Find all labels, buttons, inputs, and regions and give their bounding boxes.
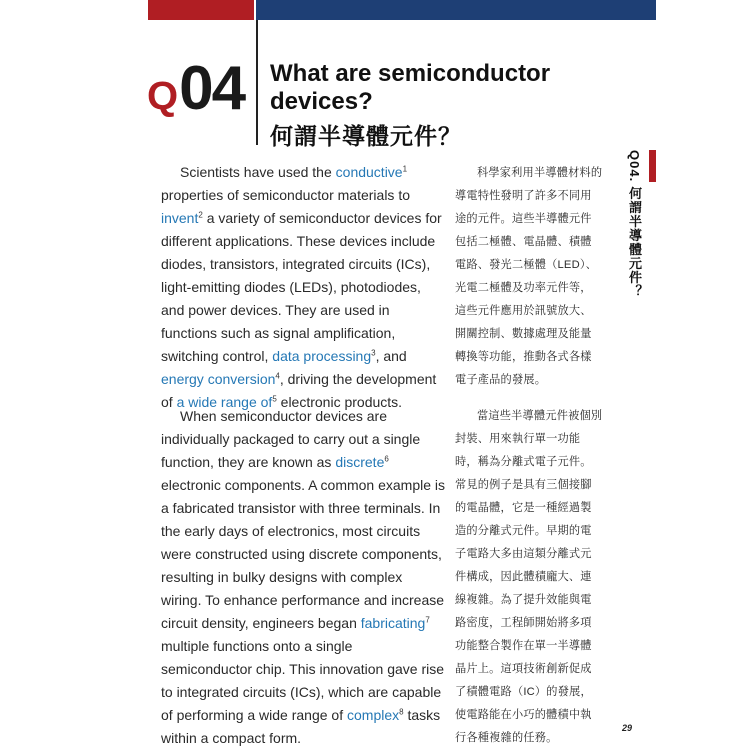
body-text: When semiconductor devices are individually packaged to carry out a single function, they are known as xyxy=(161,408,421,470)
english-paragraph-2 xyxy=(161,405,446,750)
vocab-keyword: a wide range of xyxy=(176,394,273,410)
chinese-column xyxy=(455,162,603,392)
vocab-keyword: invent xyxy=(161,210,199,226)
vocab-keyword: conductive xyxy=(335,164,403,180)
page-number: 29 xyxy=(622,723,633,733)
english-column-2 xyxy=(161,405,446,750)
footnote-marker: 5 xyxy=(272,394,277,404)
page-title-zh: 何謂半導體元件？ xyxy=(270,123,462,149)
footnote-marker: 3 xyxy=(371,348,376,358)
vocab-keyword: discrete xyxy=(335,454,385,470)
footnote-marker: 2 xyxy=(198,210,203,220)
vocab-keyword: energy conversion xyxy=(161,371,276,387)
body-text: tasks within a compact form. xyxy=(161,707,441,746)
chinese-column-2 xyxy=(455,405,603,750)
english-paragraph-1 xyxy=(161,161,446,414)
chinese-paragraph-1: 科學家利用半導體材料的導電特性發明了許多不同用途的元件。這些半導體元件包括二極體、電晶體、積體電路、發光二極體（LED）、光電二極體及功率元件等，這些元件應用於訊號放大、開關控制、數據處理及能量轉換等功能，推動各式各樣電子產品的發展。 xyxy=(455,167,603,386)
english-column xyxy=(161,161,446,414)
footnote-marker: 4 xyxy=(275,371,280,381)
header-red-bar xyxy=(148,0,254,20)
body-text: properties of semiconductor materials to xyxy=(161,187,410,203)
question-digits: 04 xyxy=(179,54,245,123)
header-blue-bar xyxy=(256,0,656,20)
side-tab-label: Q04. 何謂半導體元件？ xyxy=(627,150,642,299)
body-text: , driving the development of xyxy=(161,371,437,410)
body-text: electronic components. A common example is a fabricated transistor with three terminals. In the early days of electronics, most circuits were constructed using discrete components, resulting in bulky designs with complex wiring. To enhance performance and increase circuit density, engineers began xyxy=(161,477,446,631)
body-text: electronic products. xyxy=(276,394,403,410)
side-tab-marker xyxy=(649,150,656,182)
vocab-keyword: complex xyxy=(347,707,400,723)
chinese-paragraph-2: 當這些半導體元件被個別封裝、用來執行單一功能時，稱為分離式電子元件。常見的例子是具有三個接腳的電晶體，它是一種經過製造的分離式元件。早期的電子電路大多由這類分離式元件構成，因此體積龐大、連線複雜。為了提升效能與電路密度，工程師開始將多項功能整合製作在單一半導體晶片上。這項技術創新促成了積體電路（IC）的發展，使電路能在小巧的體積中執行各種複雜的任務。 xyxy=(455,410,603,744)
body-text: multiple functions onto a single semiconductor chip. This innovation gave rise to integrated circuits (ICs), which are capable of performing a wide range of xyxy=(161,638,445,723)
footnote-marker: 6 xyxy=(384,454,389,464)
question-prefix: Q xyxy=(147,74,178,118)
vocab-keyword: data processing xyxy=(272,348,372,364)
body-text: , and xyxy=(375,348,407,364)
footnote-marker: 7 xyxy=(425,615,430,625)
question-number xyxy=(147,54,245,123)
footnote-marker: 1 xyxy=(402,164,408,174)
body-text: Scientists have used the xyxy=(180,164,336,180)
page-title-en: What are semiconductor devices? xyxy=(270,60,551,115)
body-text: a variety of semiconductor devices for different applications. These devices include diodes, transistors, integrated circuits (ICs), light-emitting diodes (LEDs), photodiodes, and power devices. They are used in functions such as signal amplification, switching control, xyxy=(161,210,442,364)
title-divider xyxy=(256,20,258,145)
vocab-keyword: fabricating xyxy=(360,615,426,631)
footnote-marker: 8 xyxy=(399,707,404,717)
